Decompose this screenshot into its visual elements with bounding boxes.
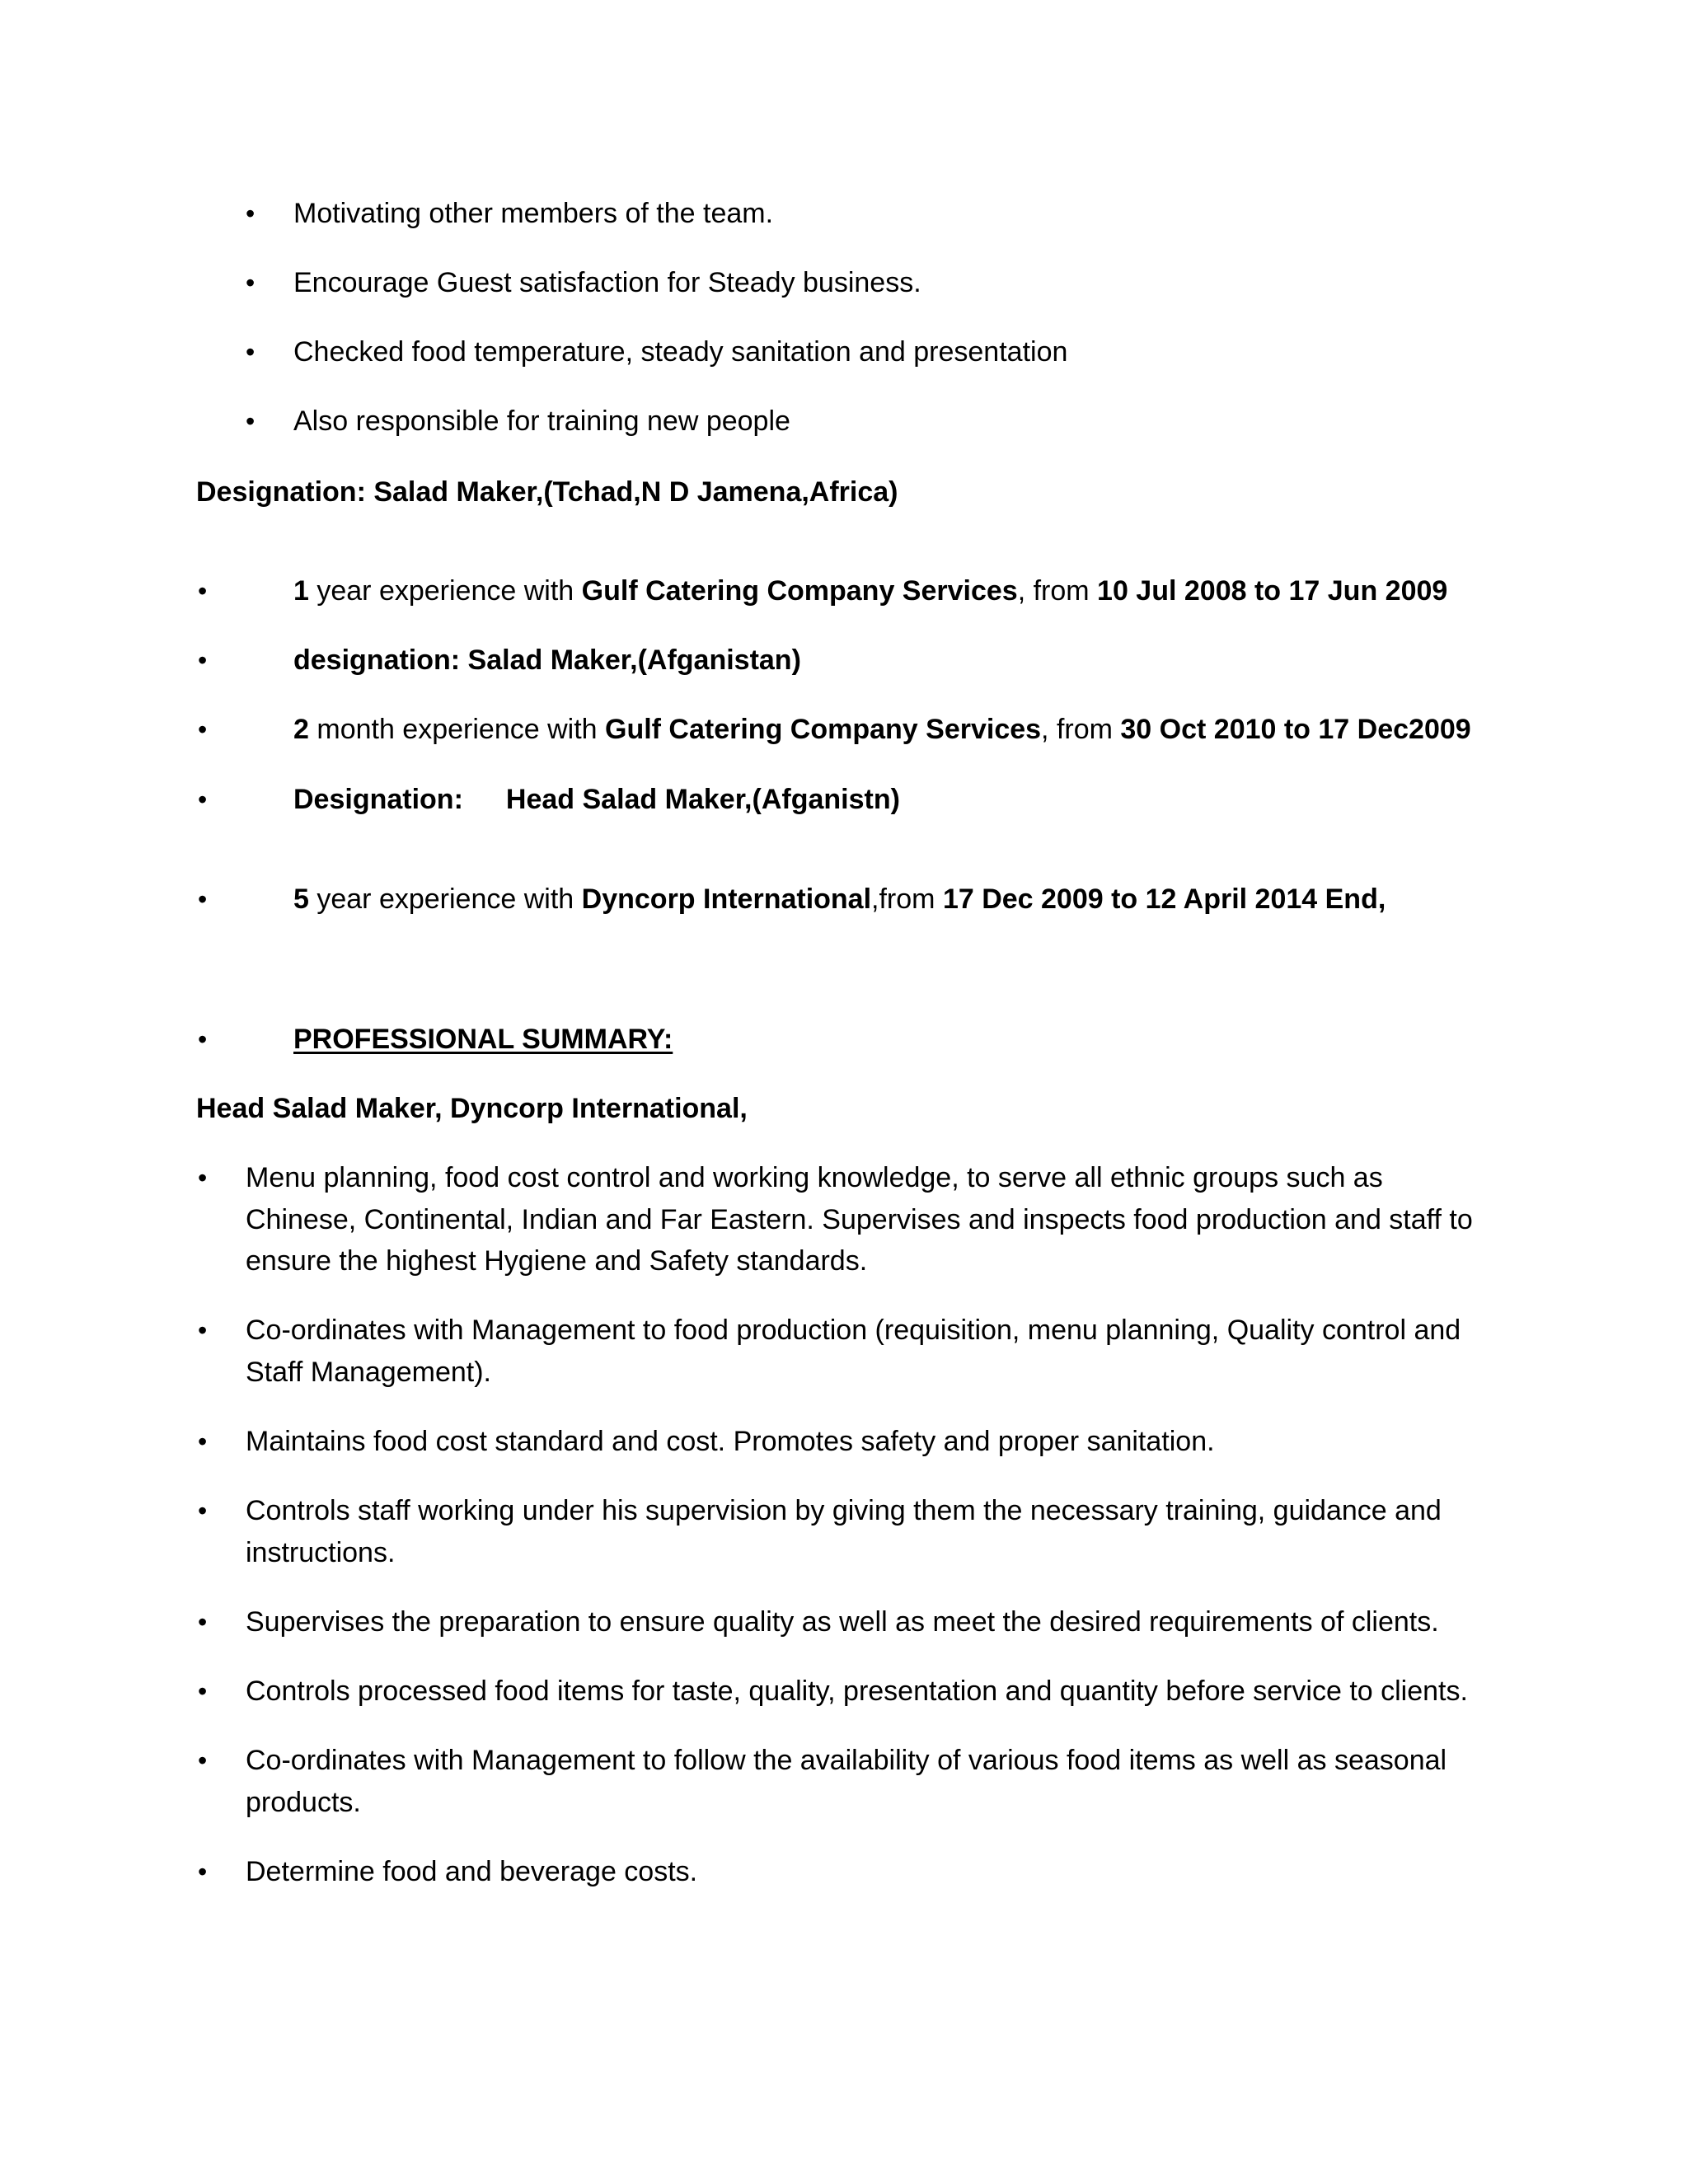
experience-item (293, 715, 1471, 743)
bullet-marker: • (198, 1746, 208, 1775)
bullet-marker: • (246, 406, 256, 436)
list-item: Determine food and beverage costs. (246, 1856, 698, 1887)
experience-item (293, 885, 1386, 913)
list-item: Controls processed food items for taste, quality, presentation and quantity before service to clients. (246, 1675, 1468, 1707)
list-item: Co-ordinates with Management to food production (requisition, menu planning, Quality control and (246, 1315, 1461, 1346)
list-item: Also responsible for training new people (293, 405, 790, 437)
summary-heading-text: PROFESSIONAL SUMMARY: (293, 1024, 673, 1055)
list-item: Supervises the preparation to ensure quality as well as meet the desired requirements of clients. (246, 1606, 1439, 1638)
bullet-marker: • (198, 645, 208, 675)
list-item: Motivating other members of the team. (293, 198, 774, 229)
experience-item (293, 646, 801, 674)
designation-text: Designation: Salad Maker,(Tchad,N D Jamena,Africa) (196, 476, 898, 508)
company-name: Gulf Catering Company Services (581, 575, 1018, 607)
bullet-marker: • (198, 1607, 208, 1637)
bullet-marker: • (198, 785, 208, 814)
designation-heading (196, 478, 898, 506)
list-item: Menu planning, food cost control and working knowledge, to serve all ethnic groups such as (246, 1162, 1383, 1193)
years-count: 1 (293, 575, 309, 607)
months-count: 2 (293, 714, 309, 745)
bullet-marker: • (198, 884, 208, 914)
experience-text: , from (1017, 575, 1098, 607)
bullet-marker: • (198, 1496, 208, 1526)
date-range: 30 Oct 2010 to 17 Dec2009 (1120, 714, 1471, 745)
list-item-continued: Chinese, Continental, Indian and Far Eastern. Supervises and inspects food production and staff to (246, 1204, 1473, 1235)
designation-text: designation: Salad Maker,(Afganistan) (293, 644, 801, 676)
company-name: Dyncorp International (581, 883, 872, 915)
bullet-marker: • (198, 1024, 208, 1054)
bullet-marker: • (198, 1676, 208, 1706)
experience-text: year experience with (308, 575, 582, 607)
years-count: 5 (293, 883, 309, 915)
experience-text: ,from (871, 883, 943, 915)
bullet-marker: • (198, 576, 208, 606)
summary-heading (293, 1025, 673, 1053)
list-item-continued: ensure the highest Hygiene and Safety standards. (246, 1245, 868, 1277)
experience-text: , from (1041, 714, 1121, 745)
job-title-text: Head Salad Maker, Dyncorp International, (196, 1093, 748, 1124)
list-item: Encourage Guest satisfaction for Steady business. (293, 267, 921, 298)
bullet-marker: • (198, 1427, 208, 1456)
experience-item (293, 785, 900, 813)
list-item-continued: instructions. (246, 1537, 396, 1568)
list-item: Co-ordinates with Management to follow the availability of various food items as well as seasonal (246, 1745, 1447, 1776)
bullet-marker: • (246, 268, 256, 298)
bullet-marker: • (198, 1163, 208, 1193)
bullet-marker: • (198, 715, 208, 744)
experience-text: year experience with (308, 883, 582, 915)
bullet-marker: • (246, 199, 256, 228)
experience-text: month experience with (308, 714, 605, 745)
job-title (196, 1094, 748, 1122)
designation-label: Designation: (293, 784, 463, 815)
list-item: Maintains food cost standard and cost. Promotes safety and proper sanitation. (246, 1426, 1215, 1457)
list-item-continued: products. (246, 1787, 361, 1818)
designation-value: Head Salad Maker,(Afganistn) (505, 784, 900, 815)
list-item: Controls staff working under his supervision by giving them the necessary training, guidance and (246, 1495, 1442, 1526)
list-item: Checked food temperature, steady sanitation and presentation (293, 336, 1068, 368)
date-range: 17 Dec 2009 to 12 April 2014 End, (942, 883, 1386, 915)
company-name: Gulf Catering Company Services (605, 714, 1042, 745)
date-range: 10 Jul 2008 to 17 Jun 2009 (1097, 575, 1448, 607)
bullet-marker: • (198, 1315, 208, 1345)
bullet-marker: • (198, 1857, 208, 1886)
experience-item (293, 577, 1447, 605)
bullet-marker: • (246, 337, 256, 367)
list-item-continued: Staff Management). (246, 1357, 491, 1388)
